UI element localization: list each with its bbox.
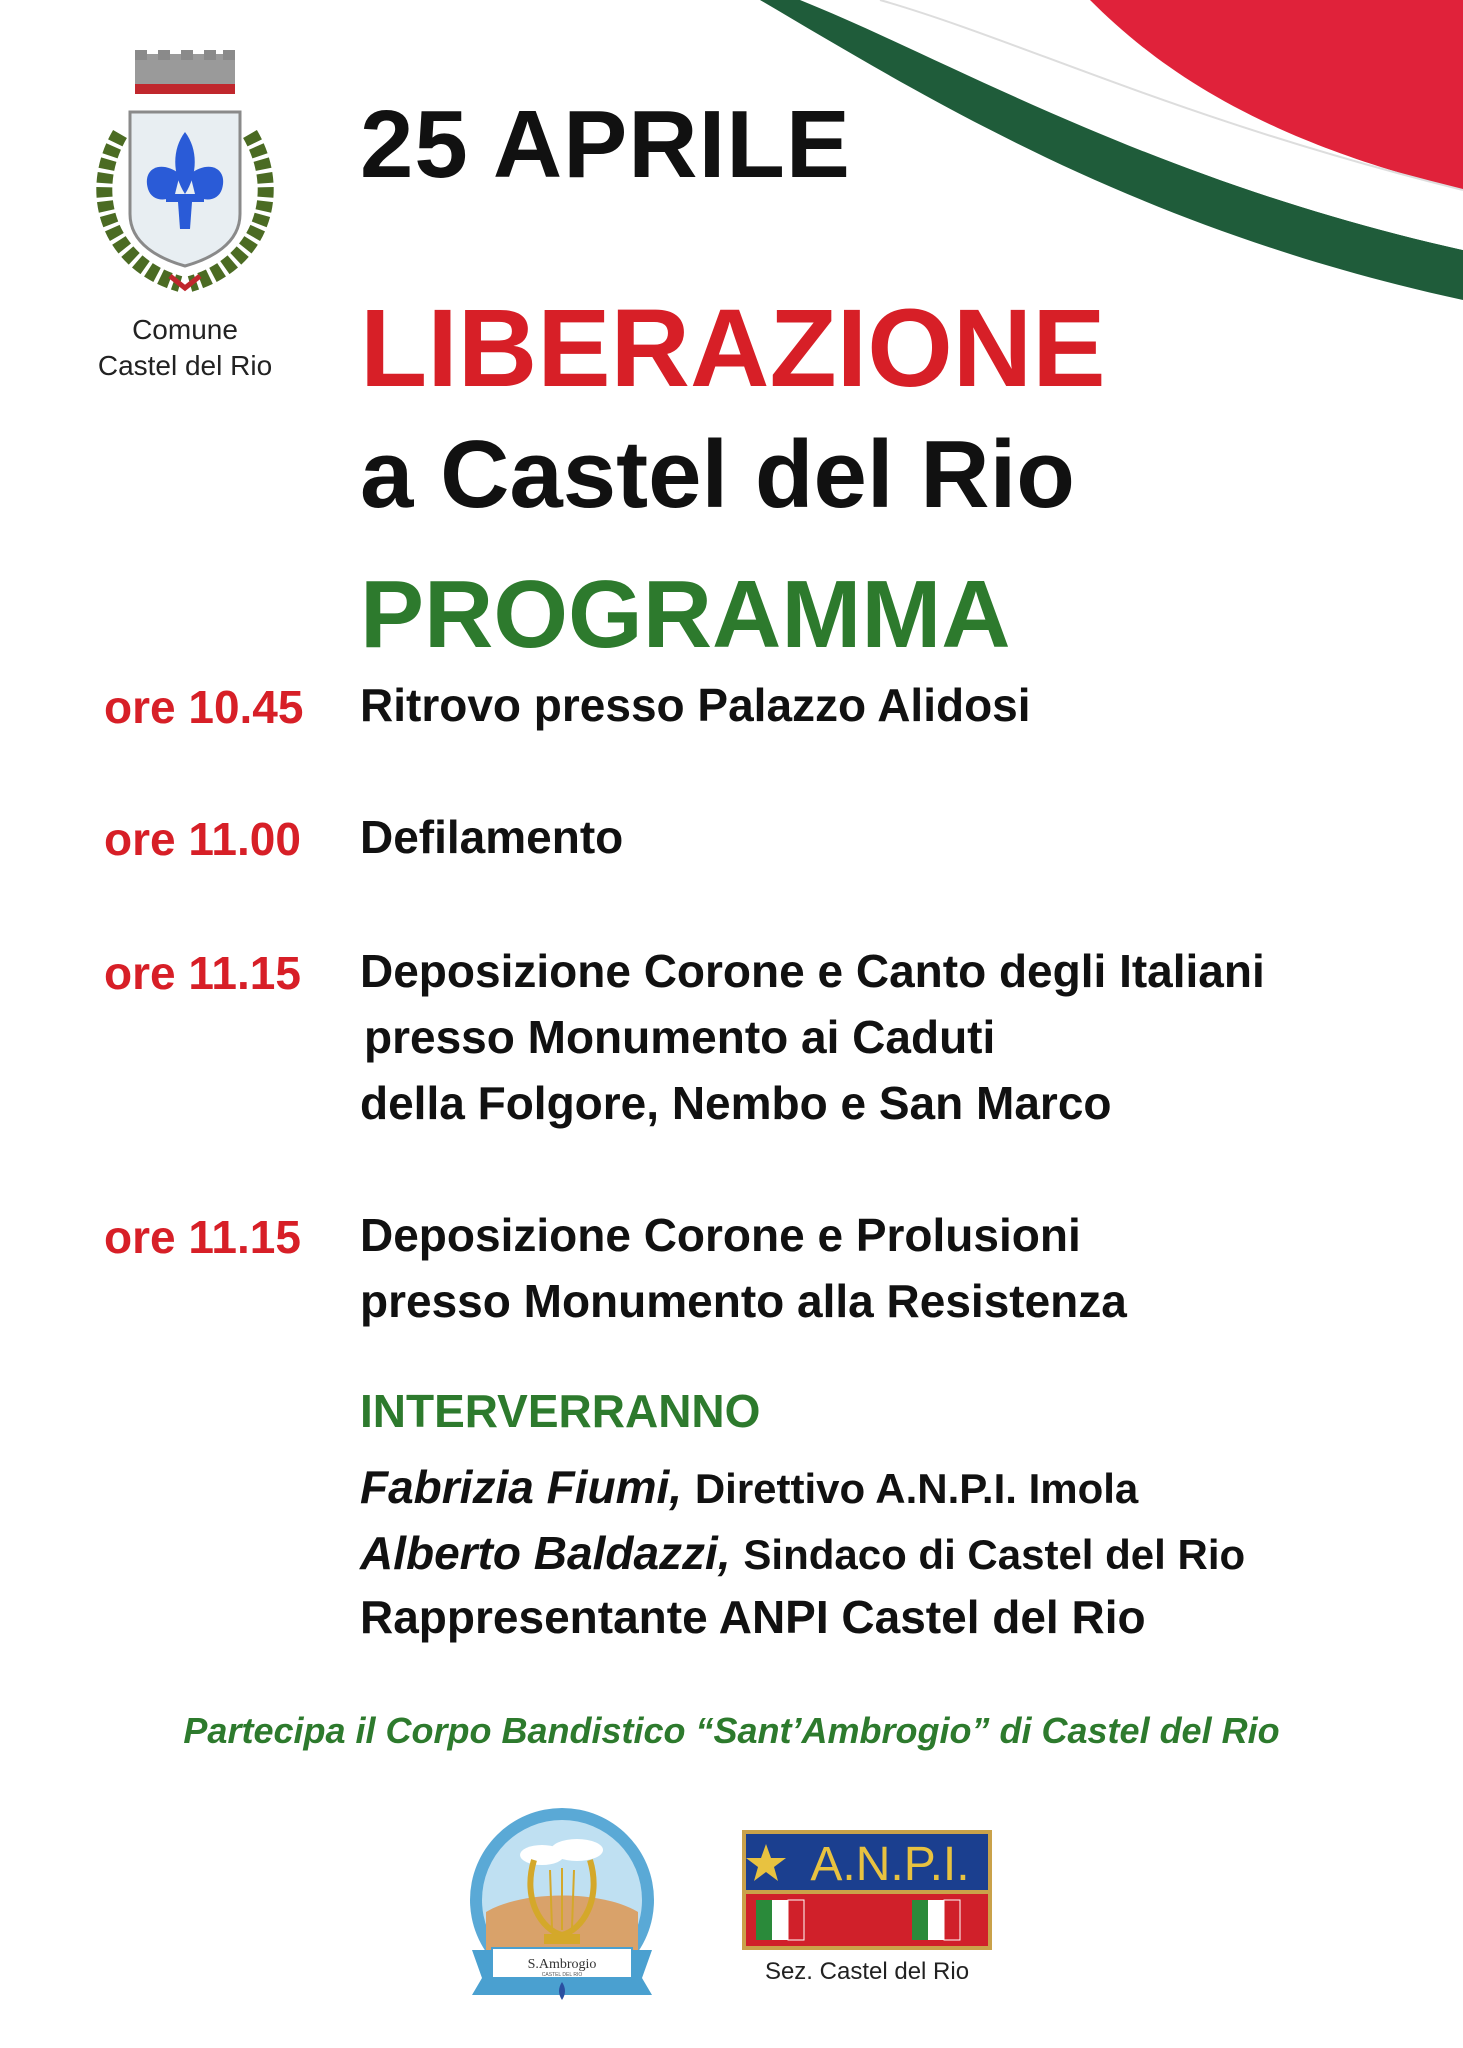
speaker-role: Rappresentante ANPI Castel del Rio — [360, 1591, 1146, 1643]
comune-line1: Comune — [132, 314, 238, 345]
schedule-desc: Deposizione Corone e Prolusioni — [360, 1209, 1081, 1261]
speaker-row — [360, 1590, 1146, 1644]
anpi-caption: Sez. Castel del Rio — [764, 1958, 970, 1985]
programma-heading: PROGRAMMA — [360, 561, 1011, 668]
anpi-logo-icon — [742, 1830, 992, 1950]
schedule-time: ore 11.15 — [104, 947, 301, 999]
schedule-desc: presso Monumento alla Resistenza — [360, 1275, 1127, 1327]
schedule-desc: Deposizione Corone e Canto degli Italiani — [360, 945, 1265, 997]
speaker-row — [360, 1526, 1245, 1580]
schedule-desc: della Folgore, Nembo e San Marco — [360, 1077, 1112, 1129]
schedule-desc: Defilamento — [360, 811, 624, 863]
comune-label — [60, 312, 310, 384]
schedule-time: ore 11.15 — [104, 1211, 301, 1263]
speaker-row — [360, 1460, 1138, 1514]
event-date: 25 APRILE — [360, 91, 851, 198]
speaker-name: Alberto Baldazzi, — [360, 1527, 731, 1579]
coat-of-arms-icon — [80, 44, 290, 304]
schedule-time: ore 11.00 — [104, 813, 301, 865]
event-title: LIBERAZIONE — [360, 287, 1106, 410]
speaker-name: Fabrizia Fiumi, — [360, 1461, 683, 1513]
schedule-desc: Ritrovo presso Palazzo Alidosi — [360, 679, 1031, 731]
band-logo-sub: CASTEL DEL RIO — [541, 1972, 583, 1978]
comune-line2: Castel del Rio — [97, 350, 273, 381]
event-subtitle: a Castel del Rio — [360, 421, 1075, 528]
interverranno-heading: INTERVERRANNO — [360, 1385, 761, 1437]
speaker-role: Sindaco di Castel del Rio — [743, 1531, 1246, 1578]
schedule-desc: presso Monumento ai Caduti — [364, 1011, 996, 1063]
schedule-time: ore 10.45 — [104, 681, 304, 733]
band-note: Partecipa il Corpo Bandistico “Sant’Ambrogio” di Castel del Rio — [183, 1710, 1280, 1751]
anpi-logo-text: A.N.P.I. — [810, 1838, 970, 1891]
band-logo-text: S.Ambrogio — [527, 1957, 597, 1972]
speaker-role: Direttivo A.N.P.I. Imola — [694, 1465, 1139, 1512]
band-logo-icon — [462, 1800, 662, 2010]
